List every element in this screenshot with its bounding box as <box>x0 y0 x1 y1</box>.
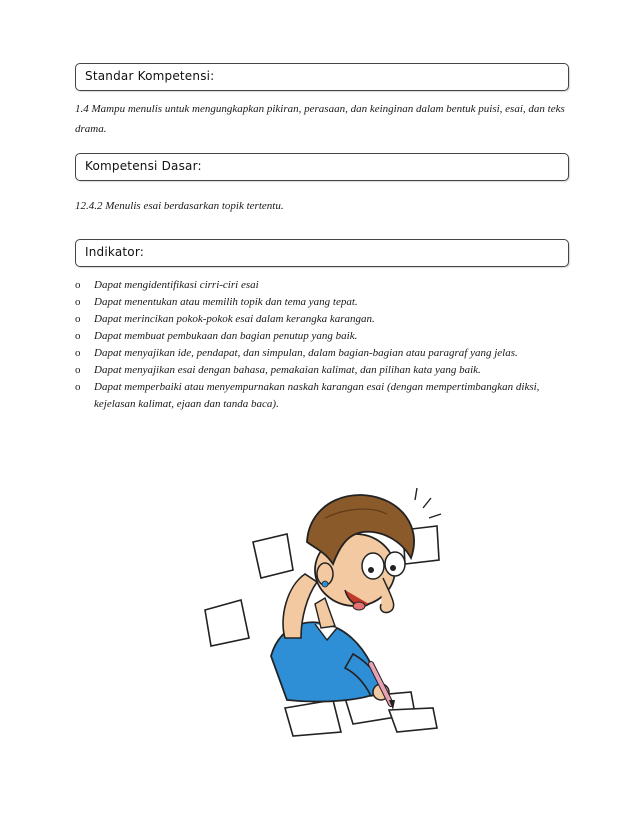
standar-kompetensi-box <box>75 63 569 91</box>
bullet-icon: o <box>75 364 81 376</box>
indikator-box <box>75 239 569 267</box>
kompetensi-dasar-box <box>75 153 569 181</box>
standar-kompetensi-title: Standar Kompetensi: <box>85 69 215 83</box>
indikator-list <box>75 277 575 413</box>
flying-paper-icon <box>253 534 293 578</box>
desk-paper-icon <box>285 700 341 736</box>
eye-icon <box>385 552 405 576</box>
bullet-icon: o <box>75 381 81 393</box>
list-item <box>75 311 575 328</box>
kompetensi-dasar-text: 12.4.2 Menulis esai berdasarkan topik tertentu. <box>75 200 284 212</box>
list-item-text: Dapat menyajikan esai dengan bahasa, pemakaian kalimat, dan pilihan kata yang baik. <box>94 364 481 376</box>
desk-paper-icon <box>389 708 437 732</box>
list-item-text: Dapat menentukan atau memilih topik dan tema yang tepat. <box>94 296 358 308</box>
bullet-icon: o <box>75 347 81 359</box>
list-item-text: Dapat mengidentifikasi cirri-ciri esai <box>94 279 259 291</box>
bullet-icon: o <box>75 330 81 342</box>
bullet-icon: o <box>75 296 81 308</box>
list-item <box>75 345 575 362</box>
list-item-text: Dapat menyajikan ide, pendapat, dan simpulan, dalam bagian-bagian atau paragraf yang jelas. <box>94 347 518 359</box>
list-item <box>75 328 575 345</box>
frustrated-writer-illustration <box>175 478 465 740</box>
list-item-text: Dapat membuat pembukaan dan bagian penutup yang baik. <box>94 330 358 342</box>
eye-icon <box>362 553 384 579</box>
indikator-title: Indikator: <box>85 245 144 259</box>
kompetensi-dasar-title: Kompetensi Dasar: <box>85 159 202 173</box>
flying-paper-icon <box>205 600 249 646</box>
list-item <box>75 379 575 413</box>
bullet-icon: o <box>75 313 81 325</box>
list-item <box>75 294 575 311</box>
list-item-text: Dapat merincikan pokok-pokok esai dalam kerangka karangan. <box>94 313 375 325</box>
standar-kompetensi-text: 1.4 Mampu menulis untuk mengungkapkan pikiran, perasaan, dan keinginan dalam bentuk puisi, esai, dan teks drama. <box>75 103 565 135</box>
list-item <box>75 362 575 379</box>
bullet-icon: o <box>75 279 81 291</box>
list-item <box>75 277 575 294</box>
list-item-text: Dapat memperbaiki atau menyempurnakan naskah karangan esai (dengan mempertimbangkan diksi, kejelasan kalimat, ejaan dan tanda baca). <box>94 381 540 410</box>
